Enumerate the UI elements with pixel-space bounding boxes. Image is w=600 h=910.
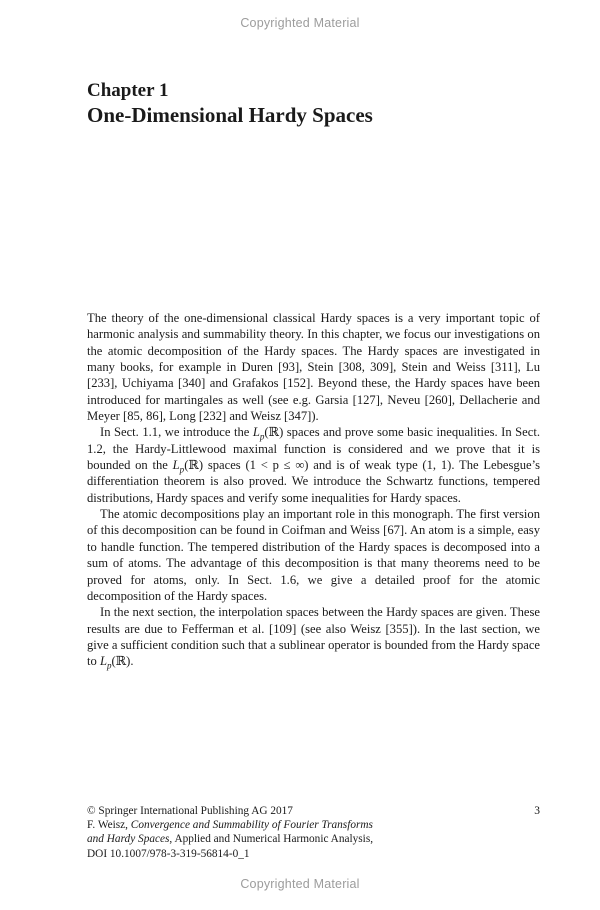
copyright-watermark-top: Copyrighted Material: [240, 16, 360, 30]
citation-author: F. Weisz,: [87, 819, 131, 832]
citation-series: , Applied and Numerical Harmonic Analysis,: [169, 833, 374, 846]
citation-book-title: Convergence and Summability of Fourier Transforms: [130, 819, 373, 832]
citation-line-2: [87, 832, 540, 846]
copyright-watermark-bottom: Copyrighted Material: [240, 877, 360, 891]
lp-space-symbol: $L_p(ℝ)$: [172, 458, 204, 475]
citation-book-title-cont: and Hardy Spaces: [87, 833, 170, 846]
chapter-title: One-Dimensional Hardy Spaces: [87, 103, 373, 127]
chapter-label: Chapter 1: [87, 80, 169, 101]
citation-line-1: [87, 818, 540, 832]
paragraph-intro: The theory of the one-dimensional classical Hardy spaces is a very important topic of harmonic analysis and summability theory. In this chapter, we focus our investigations on the atomic decomposition of the Hardy spaces. The Hardy spaces are investigated in many books, for example in Duren [93], Stein [308, 309], Stein and Weiss [311], Lu [233], Uchiyama [340] and Grafakos [152]. Beyond these, the Hardy spaces have been introduced for martingales as well (see e.g. Garsia [127], Neveu [260], Dellacherie and Meyer [85, 86], Long [232] and Weisz [347]).: [87, 311, 540, 424]
paragraph-interpolation: [87, 604, 540, 669]
paragraph-text: In the next section, the interpolation spaces between the Hardy spaces are given. These results are due to Fefferman et al. [109] (see also Weisz [355]). In the last section, we give a sufficient condition such that a sublinear operator is bounded from the Hardy space to: [87, 605, 541, 669]
page-footer: [87, 804, 540, 861]
copyright-notice: © Springer International Publishing AG 2017: [87, 805, 293, 817]
chapter-body: [87, 310, 540, 670]
paragraph-text: spaces and prove some basic inequalities. In Sect. 1.2, the Hardy-Littlewood maximal function is considered and we prove that it is bounded on the: [87, 425, 540, 473]
paragraph-text: In Sect. 1.1, we introduce the: [100, 425, 253, 440]
paragraph-text: .: [130, 654, 134, 669]
lp-space-symbol: $L_p(ℝ)$: [99, 654, 131, 671]
paragraph-atomic-decomposition: The atomic decompositions play an important role in this monograph. The first version of this decomposition can be found in Coifman and Weiss [67]. An atom is a simple, easy to handle function. The tempered distribution of the Hardy spaces is decomposed into a sum of atoms. The advantage of this decomposition is that many theorems need to be proved for atoms, only. In Sect. 1.6, we give a detailed proof for the atomic decomposition of the Hardy spaces.: [87, 507, 540, 603]
doi: DOI 10.1007/978-3-319-56814-0_1: [87, 847, 250, 860]
paragraph-sections-overview: [87, 424, 540, 506]
paragraph-text: spaces (1 < p ≤ ∞) and is of weak type (1, 1). The Lebesgue’s differentiation theorem is also proved. We introduce the Schwartz functions, tempered distributions, Hardy spaces and verify some inequalities for Hardy spaces.: [87, 458, 540, 505]
lp-space-symbol: $L_p(ℝ)$: [252, 425, 284, 442]
page-number: 3: [534, 805, 540, 817]
